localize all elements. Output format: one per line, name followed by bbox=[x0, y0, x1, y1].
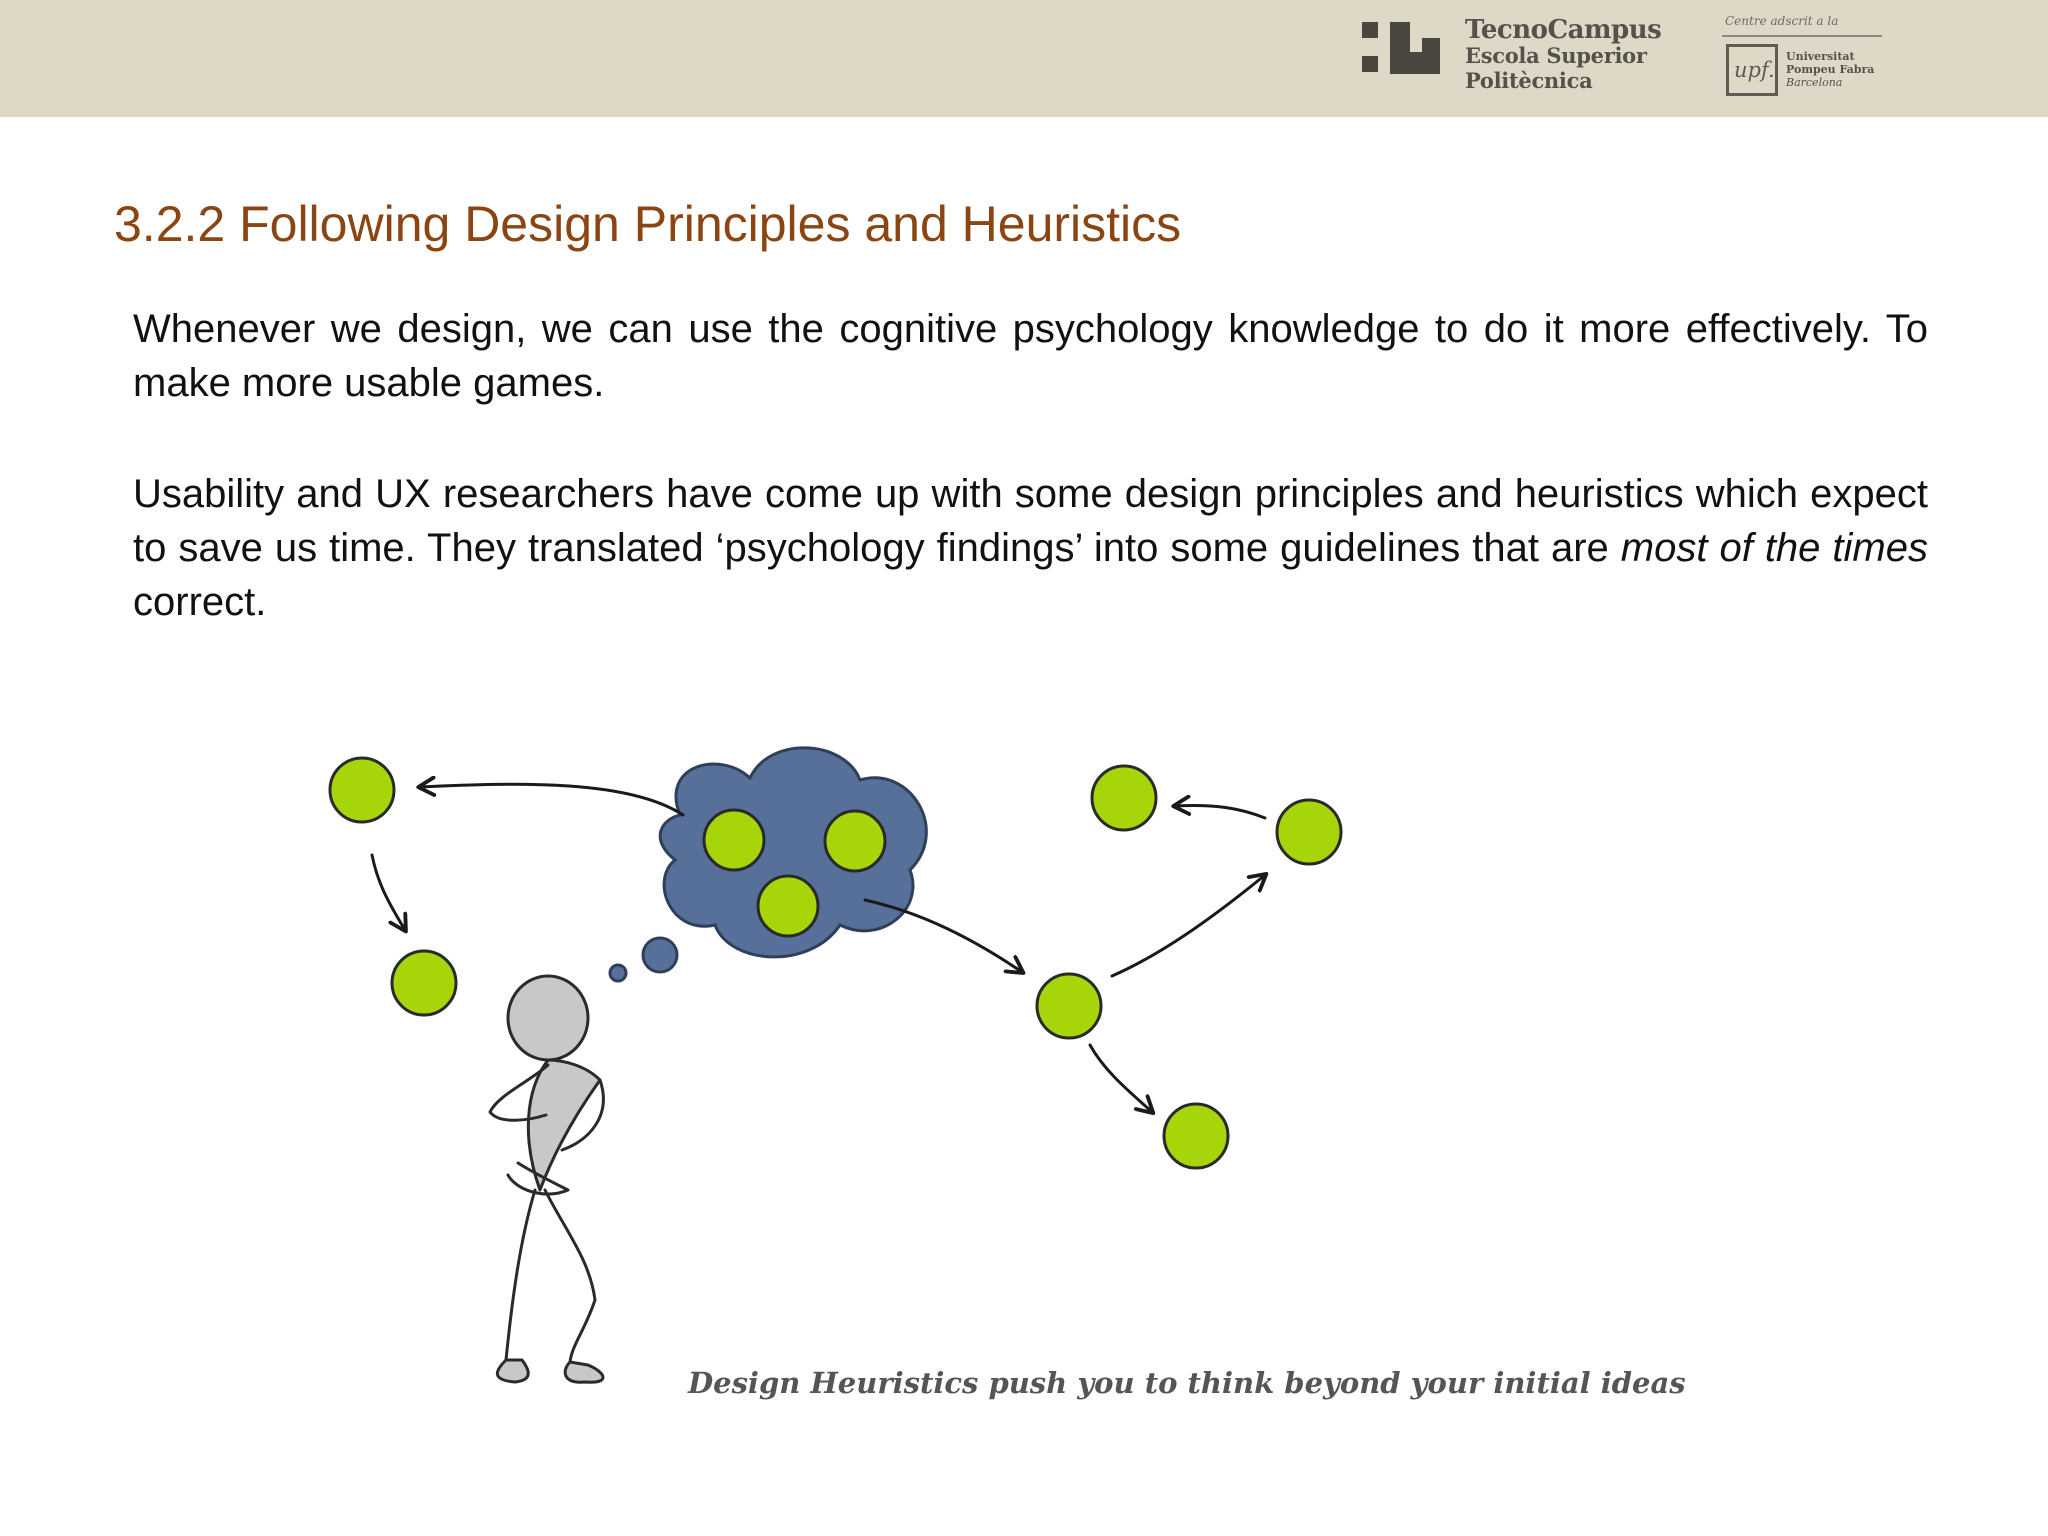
idea-node bbox=[825, 811, 885, 871]
idea-node bbox=[392, 951, 456, 1015]
arrow-cloud-to-left bbox=[420, 784, 683, 815]
upf-line-2: Pompeu Fabra bbox=[1786, 63, 1875, 76]
idea-node bbox=[704, 810, 764, 870]
idea-node bbox=[758, 876, 818, 936]
idea-node bbox=[1037, 974, 1101, 1038]
tecnocampus-mark-icon bbox=[1360, 20, 1442, 76]
thinking-figure bbox=[490, 976, 603, 1382]
affiliation-heading: Centre adscrit a la bbox=[1725, 14, 1839, 28]
paragraph-2-start: Usability and UX researchers have come up with some design principles and heuristics which expect to save us time. They translated ‘psychology findings’ into some guidelines that are bbox=[133, 472, 1928, 570]
arrow-center-down bbox=[1090, 1045, 1152, 1112]
upf-logo[interactable] bbox=[1720, 14, 1885, 104]
upf-line-1: Universitat bbox=[1786, 50, 1855, 63]
paragraph-1: Whenever we design, we can use the cognitive psychology knowledge to do it more effectively. To make more usable games. bbox=[133, 307, 1928, 405]
upf-mark-icon bbox=[1726, 44, 1778, 96]
idea-nodes bbox=[330, 758, 1341, 1168]
idea-node bbox=[1164, 1104, 1228, 1168]
idea-node bbox=[1092, 766, 1156, 830]
paragraph-2 bbox=[133, 467, 1928, 629]
arrow-left-down bbox=[372, 855, 405, 930]
slide-title: 3.2.2 Following Design Principles and Heuristics bbox=[114, 196, 1182, 252]
idea-node bbox=[330, 758, 394, 822]
design-heuristics-illustration bbox=[300, 720, 1686, 1420]
arrow-center-to-right bbox=[1112, 875, 1265, 976]
upf-mark-text: upf. bbox=[1734, 58, 1775, 82]
tecnocampus-logo[interactable] bbox=[1360, 15, 1662, 108]
affiliation-divider bbox=[1722, 35, 1882, 37]
logo-subtitle-2: Politècnica bbox=[1465, 68, 1593, 93]
tecnocampus-wordmark bbox=[1465, 15, 1662, 93]
upf-name bbox=[1786, 50, 1874, 89]
illustration-caption: Design Heuristics push you to think beyond your initial ideas bbox=[688, 1366, 1686, 1400]
paragraph-2-end: correct. bbox=[133, 580, 267, 624]
logo-subtitle-1: Escola Superior bbox=[1465, 43, 1647, 68]
logo-name: TecnoCampus bbox=[1465, 15, 1662, 45]
thought-cloud bbox=[610, 748, 926, 981]
paragraph-2-emphasis: most of the times bbox=[1620, 526, 1928, 570]
arrow-right-to-top bbox=[1175, 806, 1265, 819]
idea-node bbox=[1277, 800, 1341, 864]
header-bar bbox=[0, 0, 2048, 117]
upf-line-3: Barcelona bbox=[1786, 76, 1843, 89]
